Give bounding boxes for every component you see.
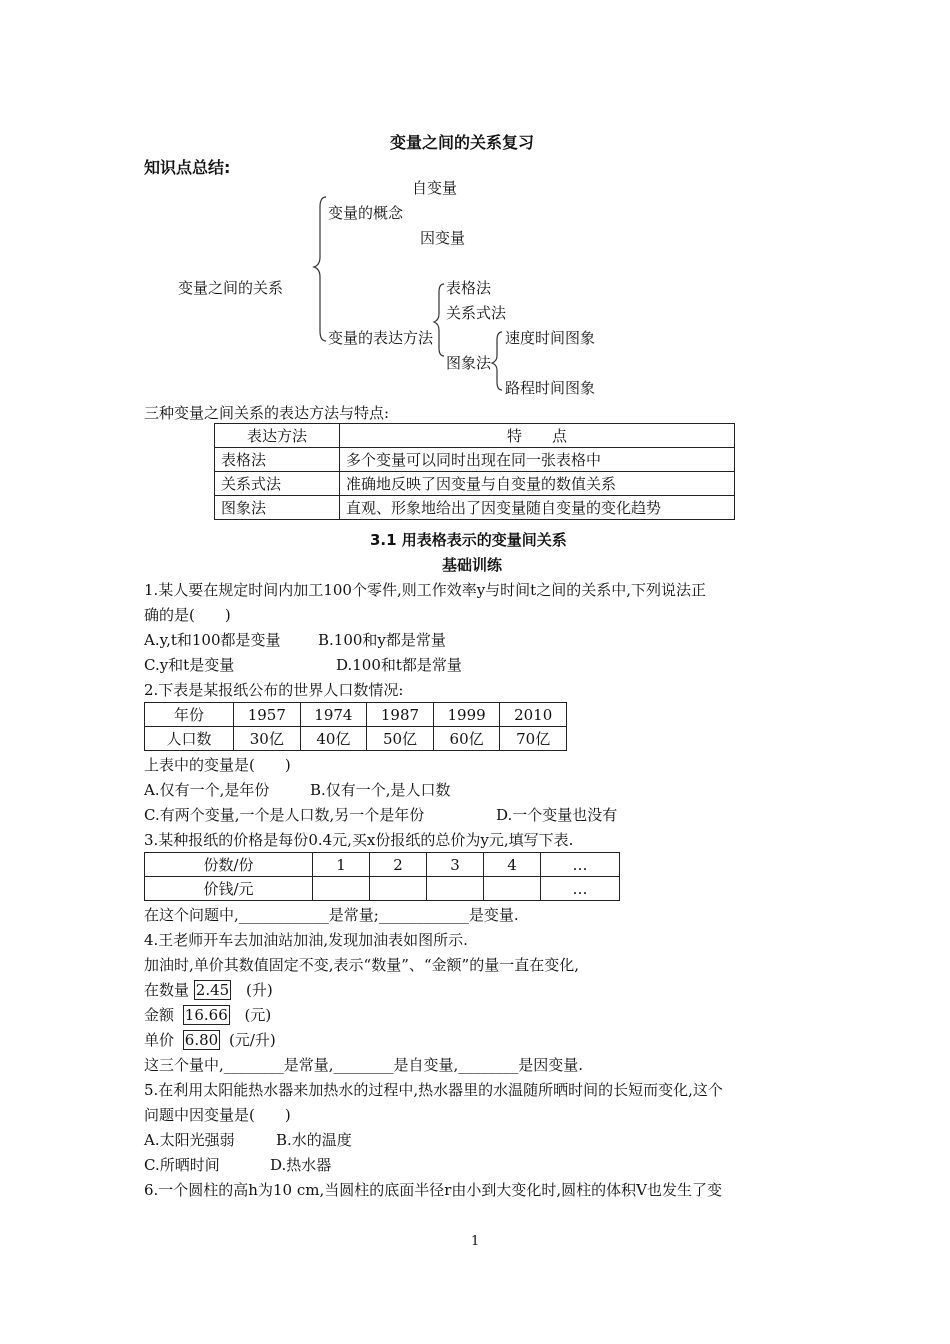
q6-line1: 6.一个圆柱的高h为10 cm,当圆柱的底面半径r由小到大变化时,圆柱的体积V也发生了变 bbox=[144, 1181, 722, 1199]
price-unit: (元/升) bbox=[228, 1031, 276, 1049]
table-cell: 70亿 bbox=[500, 727, 567, 751]
table-header: 表达方法 bbox=[215, 424, 340, 448]
table-cell: 表格法 bbox=[215, 448, 340, 472]
table-cell: 图象法 bbox=[215, 496, 340, 520]
table-cell bbox=[484, 877, 541, 901]
population-table bbox=[144, 702, 567, 751]
table-row bbox=[215, 448, 735, 472]
q1-option-a: A.y,t和100都是变量 bbox=[144, 631, 281, 649]
q1-option-c: C.y和t是变量 bbox=[144, 656, 235, 674]
table-cell: 直观、形象地给出了因变量随自变量的变化趋势 bbox=[340, 496, 735, 520]
table-cell: 人口数 bbox=[145, 727, 234, 751]
table-row bbox=[145, 703, 567, 727]
q5-option-a: A.太阳光强弱 bbox=[144, 1131, 235, 1149]
table-cell bbox=[427, 877, 484, 901]
table-row bbox=[145, 877, 620, 901]
tree-table-method: 表格法 bbox=[446, 279, 492, 297]
q4-fill: 这三个量中,________是常量,________是自变量,________是因变量. bbox=[144, 1056, 584, 1074]
table-cell: 40亿 bbox=[300, 727, 367, 751]
sub-title: 基础训练 bbox=[442, 556, 503, 574]
table-header: 特 点 bbox=[340, 424, 735, 448]
amount-label: 金额 bbox=[144, 1006, 175, 1024]
main-brace bbox=[312, 195, 328, 345]
table-cell: 30亿 bbox=[234, 727, 301, 751]
table-cell: 年份 bbox=[145, 703, 234, 727]
q5-option-d: D.热水器 bbox=[270, 1156, 332, 1174]
graph-brace bbox=[490, 330, 504, 392]
q2-option-a: A.仅有一个,是年份 bbox=[144, 781, 270, 799]
table-cell: 3 bbox=[427, 853, 484, 877]
page-number: 1 bbox=[471, 1234, 480, 1249]
page-title: 变量之间的关系复习 bbox=[390, 133, 535, 152]
price-table bbox=[144, 852, 620, 901]
tree-methods: 变量的表达方法 bbox=[328, 329, 434, 347]
table-row bbox=[215, 496, 735, 520]
table-row bbox=[145, 853, 620, 877]
methods-intro: 三种变量之间关系的表达方法与特点: bbox=[144, 404, 390, 422]
tree-concept: 变量的概念 bbox=[328, 204, 404, 222]
amount-value: 16.66 bbox=[184, 1006, 228, 1024]
q5-option-c: C.所晒时间 bbox=[144, 1156, 220, 1174]
q1-line2: 确的是( ) bbox=[144, 606, 231, 624]
q2-stem: 2.下表是某报纸公布的世界人口数情况: bbox=[144, 681, 404, 699]
table-cell bbox=[370, 877, 427, 901]
method-brace bbox=[432, 282, 446, 358]
table-cell: 份数/份 bbox=[145, 853, 313, 877]
table-cell: 1974 bbox=[300, 703, 367, 727]
tree-formula-method: 关系式法 bbox=[446, 304, 507, 322]
q5-line2: 问题中因变量是( ) bbox=[144, 1106, 291, 1124]
q2-option-c: C.有两个变量,一个是人口数,另一个是年份 bbox=[144, 806, 425, 824]
q2-option-b: B.仅有一个,是人口数 bbox=[310, 781, 451, 799]
q1-option-b: B.100和y都是常量 bbox=[318, 631, 446, 649]
tree-dependent: 因变量 bbox=[420, 229, 466, 247]
q5-option-b: B.水的温度 bbox=[276, 1131, 352, 1149]
table-cell: 2010 bbox=[500, 703, 567, 727]
price-value: 6.80 bbox=[184, 1031, 219, 1049]
q4-stem: 4.王老师开车去加油站加油,发现加油表如图所示. bbox=[144, 931, 468, 949]
q3-stem: 3.某种报纸的价格是每份0.4元,买x份报纸的总价为y元,填写下表. bbox=[144, 831, 574, 849]
price-label: 单价 bbox=[144, 1031, 175, 1049]
table-cell: 多个变量可以同时出现在同一张表格中 bbox=[340, 448, 735, 472]
table-cell: 1 bbox=[313, 853, 370, 877]
table-cell: 准确地反映了因变量与自变量的数值关系 bbox=[340, 472, 735, 496]
q5-line1: 5.在利用太阳能热水器来加热水的过程中,热水器里的水温随所晒时间的长短而变化,这个 bbox=[144, 1081, 723, 1099]
tree-speed-graph: 速度时间图象 bbox=[505, 329, 596, 347]
table-cell: 关系式法 bbox=[215, 472, 340, 496]
amount-unit: (元) bbox=[244, 1006, 272, 1024]
table-cell: 60亿 bbox=[433, 727, 500, 751]
table-cell: 1987 bbox=[367, 703, 434, 727]
q4-line2: 加油时,单价其数值固定不变,表示“数量”、“金额”的量一直在变化, bbox=[144, 956, 579, 974]
table-cell: … bbox=[541, 877, 620, 901]
table-cell: 50亿 bbox=[367, 727, 434, 751]
tree-independent: 自变量 bbox=[412, 179, 458, 197]
section-title: 3.1 用表格表示的变量间关系 bbox=[370, 531, 567, 549]
q1-option-d: D.100和t都是常量 bbox=[336, 656, 462, 674]
quantity-label: 在数量 bbox=[144, 981, 190, 999]
q2-option-d: D.一个变量也没有 bbox=[496, 806, 618, 824]
q3-fill: 在这个问题中,____________是常量;____________是变量. bbox=[144, 906, 519, 924]
summary-heading: 知识点总结: bbox=[144, 158, 231, 177]
q4-amount-row bbox=[144, 1005, 271, 1025]
table-cell: … bbox=[541, 853, 620, 877]
q2-question: 上表中的变量是( ) bbox=[144, 756, 291, 774]
quantity-value: 2.45 bbox=[195, 981, 230, 999]
tree-graph-method: 图象法 bbox=[446, 354, 492, 372]
table-cell: 4 bbox=[484, 853, 541, 877]
tree-root: 变量之间的关系 bbox=[178, 279, 284, 297]
q1-line1: 1.某人要在规定时间内加工100个零件,则工作效率y与时间t之间的关系中,下列说法正 bbox=[144, 581, 706, 599]
table-cell: 1999 bbox=[433, 703, 500, 727]
table-row bbox=[145, 727, 567, 751]
table-cell: 价钱/元 bbox=[145, 877, 313, 901]
table-row bbox=[215, 424, 735, 448]
methods-table bbox=[214, 423, 735, 520]
table-cell: 1957 bbox=[234, 703, 301, 727]
table-cell: 2 bbox=[370, 853, 427, 877]
tree-distance-graph: 路程时间图象 bbox=[505, 379, 596, 397]
table-row bbox=[215, 472, 735, 496]
q4-price-row bbox=[144, 1030, 276, 1050]
quantity-unit: (升) bbox=[245, 981, 273, 999]
q4-quantity-row bbox=[144, 980, 273, 1000]
table-cell bbox=[313, 877, 370, 901]
